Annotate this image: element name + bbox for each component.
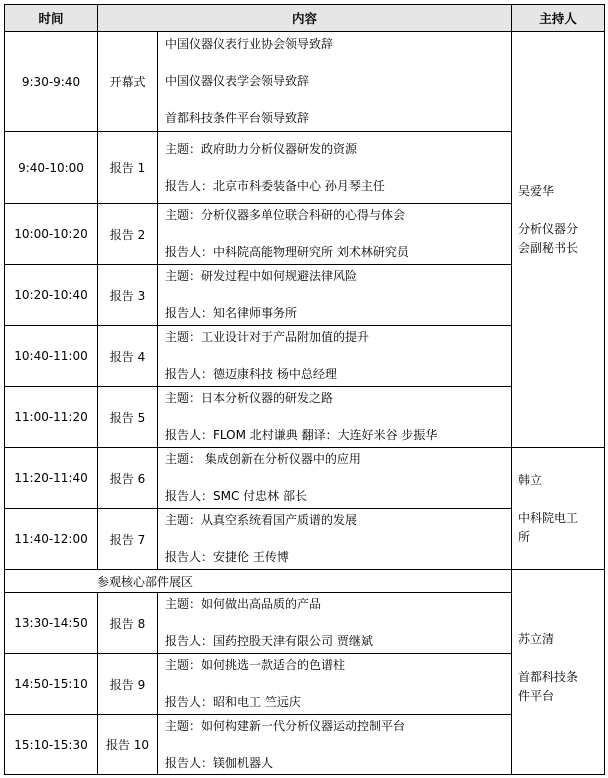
speaker-line: 报告人：昭和电工 竺远庆 <box>165 695 301 709</box>
host-title-line: 首都科技条 <box>518 670 579 684</box>
header-content: 内容 <box>98 5 512 32</box>
content-cell <box>158 204 512 265</box>
speaker-line: 报告人：知名律师事务所 <box>165 306 298 320</box>
type-cell: 报告 7 <box>98 509 158 570</box>
section-row <box>5 570 605 593</box>
type-cell: 开幕式 <box>98 32 158 132</box>
host-name: 吴爱华 <box>518 183 555 198</box>
speaker-line: 报告人：国药控股天津有限公司 贾继斌 <box>165 634 373 648</box>
time-cell: 9:30-9:40 <box>5 32 98 132</box>
host-name: 苏立清 <box>518 632 555 646</box>
host-cell <box>512 32 605 448</box>
time-cell: 10:20-10:40 <box>5 265 98 326</box>
table-row <box>5 32 605 132</box>
type-cell: 报告 3 <box>98 265 158 326</box>
header-time: 时间 <box>5 5 98 32</box>
topic-line: 主题：如何挑选一款适合的色谱柱 <box>165 658 346 672</box>
topic-line: 主题：日本分析仪器的研发之路 <box>165 391 334 405</box>
speaker-line: 报告人：SMC 付忠林 部长 <box>165 489 307 503</box>
content-cell <box>158 448 512 509</box>
type-cell: 报告 4 <box>98 326 158 387</box>
header-row <box>5 5 605 32</box>
speaker-line: 报告人：北京市科委装备中心 孙月琴主任 <box>165 178 385 193</box>
topic-line: 主题：如何构建新一代分析仪器运动控制平台 <box>165 718 406 733</box>
host-title-line: 所 <box>518 529 531 544</box>
host-cell <box>512 448 605 570</box>
header-host: 主持人 <box>512 5 605 32</box>
type-cell: 报告 1 <box>98 132 158 204</box>
content-cell <box>158 509 512 570</box>
type-cell: 报告 5 <box>98 387 158 448</box>
content-cell <box>158 32 512 132</box>
time-cell: 11:00-11:20 <box>5 387 98 448</box>
speaker-line: 报告人：中科院高能物理研究所 刘术林研究员 <box>165 245 409 259</box>
time-cell: 9:40-10:00 <box>5 132 98 204</box>
speaker-line: 报告人：德迈康科技 杨中总经理 <box>165 367 337 381</box>
speaker-line: 报告人：FLOM 北村谦典 翻译：大连好米谷 步振华 <box>165 428 438 442</box>
type-cell: 报告 8 <box>98 593 158 654</box>
speaker-line: 报告人：安捷伦 王传博 <box>165 550 289 564</box>
time-cell: 11:40-12:00 <box>5 509 98 570</box>
content-cell <box>158 132 512 204</box>
content-cell <box>158 593 512 654</box>
content-cell <box>158 387 512 448</box>
type-cell: 报告 10 <box>98 715 158 775</box>
content-line: 中国仪器仪表行业协会领导致辞 <box>165 37 334 51</box>
host-title-line: 会副秘书长 <box>518 240 579 255</box>
topic-line: 主题： 集成创新在分析仪器中的应用 <box>165 452 361 466</box>
time-cell: 10:00-10:20 <box>5 204 98 265</box>
content-line: 首都科技条件平台领导致辞 <box>165 111 310 125</box>
topic-line: 主题：从真空系统看国产质谱的发展 <box>165 513 358 527</box>
schedule-table <box>4 4 605 775</box>
time-cell: 14:50-15:10 <box>5 654 98 715</box>
time-cell: 11:20-11:40 <box>5 448 98 509</box>
content-cell <box>158 654 512 715</box>
topic-line: 主题：研发过程中如何规避法律风险 <box>165 269 358 283</box>
host-title-line: 中科院电工 <box>518 510 579 525</box>
time-cell: 15:10-15:30 <box>5 715 98 775</box>
speaker-line: 报告人：镁伽机器人 <box>165 755 274 770</box>
topic-line: 主题：如何做出高品质的产品 <box>165 597 322 611</box>
host-cell <box>512 570 605 775</box>
content-cell <box>158 326 512 387</box>
table-row <box>5 448 605 509</box>
topic-line: 主题：分析仪器多单位联合科研的心得与体会 <box>165 208 406 222</box>
schedule-document <box>4 4 604 775</box>
content-line: 中国仪器仪表学会领导致辞 <box>165 74 310 88</box>
topic-line: 主题：工业设计对于产品附加值的提升 <box>165 330 370 344</box>
type-cell: 报告 2 <box>98 204 158 265</box>
host-name: 韩立 <box>518 472 543 487</box>
time-cell: 13:30-14:50 <box>5 593 98 654</box>
host-title-line: 分析仪器分 <box>518 221 579 236</box>
section-break: 参观核心部件展区 <box>5 570 512 593</box>
time-cell: 10:40-11:00 <box>5 326 98 387</box>
content-cell <box>158 715 512 775</box>
host-title-line: 件平台 <box>518 689 555 703</box>
content-cell <box>158 265 512 326</box>
type-cell: 报告 9 <box>98 654 158 715</box>
type-cell: 报告 6 <box>98 448 158 509</box>
topic-line: 主题：政府助力分析仪器研发的资源 <box>165 141 358 156</box>
